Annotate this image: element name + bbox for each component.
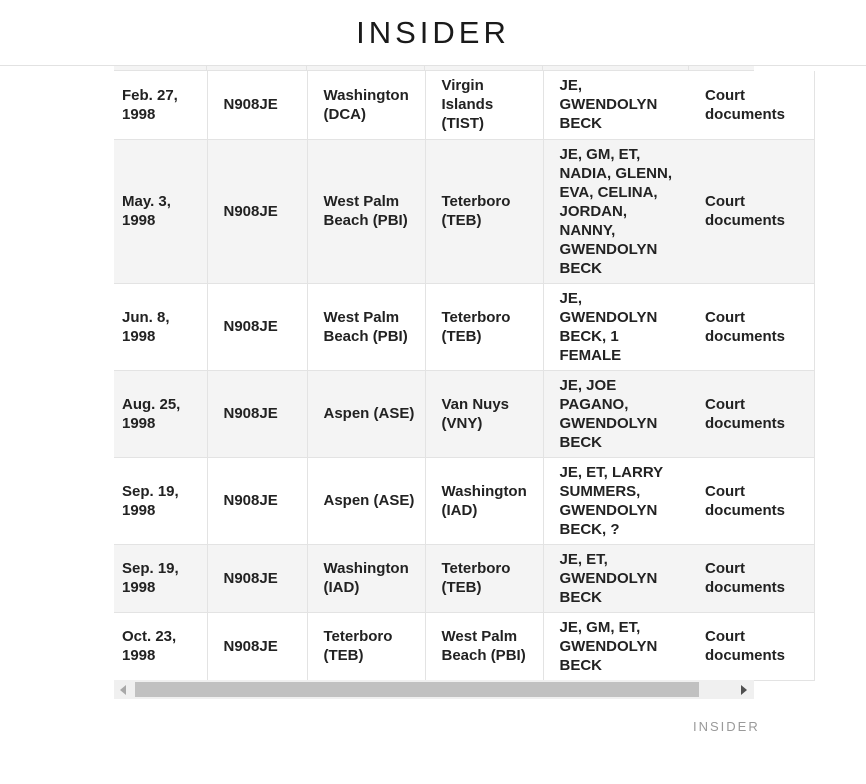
source-cell: Court documents [689, 71, 814, 139]
origin-cell: West Palm Beach (PBI) [307, 283, 425, 370]
origin-cell: West Palm Beach (PBI) [307, 139, 425, 283]
date-cell: Oct. 23, 1998 [114, 612, 207, 680]
flight-log-table-container [114, 66, 786, 680]
passengers-cell: JE, GM, ET, GWENDOLYN BECK [543, 612, 689, 680]
date-cell: May. 3, 1998 [114, 139, 207, 283]
triangle-left-icon[interactable] [120, 685, 126, 695]
destination-cell: Teterboro (TEB) [425, 544, 543, 612]
scrollbar-thumb[interactable] [135, 682, 699, 697]
date-cell: Jun. 8, 1998 [114, 283, 207, 370]
origin-cell: Aspen (ASE) [307, 457, 425, 544]
date-cell: Feb. 27, 1998 [114, 71, 207, 139]
origin-cell: Washington (DCA) [307, 71, 425, 139]
table-row [114, 544, 814, 612]
date-cell: Sep. 19, 1998 [114, 457, 207, 544]
destination-cell: Virgin Islands (TIST) [425, 71, 543, 139]
tail-number-cell: N908JE [207, 370, 307, 457]
horizontal-scrollbar[interactable] [114, 680, 754, 699]
table-row [114, 612, 814, 680]
site-header [0, 0, 866, 66]
passengers-cell: JE, ET, GWENDOLYN BECK [543, 544, 689, 612]
table-row [114, 71, 814, 139]
origin-cell: Teterboro (TEB) [307, 612, 425, 680]
source-cell: Court documents [689, 457, 814, 544]
passengers-cell: JE, GWENDOLYN BECK, 1 FEMALE [543, 283, 689, 370]
table-row [114, 139, 814, 283]
tail-number-cell: N908JE [207, 544, 307, 612]
source-cell: Court documents [689, 370, 814, 457]
tail-number-cell: N908JE [207, 612, 307, 680]
flight-log-table [114, 71, 815, 681]
table-row [114, 283, 814, 370]
destination-cell: West Palm Beach (PBI) [425, 612, 543, 680]
tail-number-cell: N908JE [207, 139, 307, 283]
table-row [114, 457, 814, 544]
passengers-cell: JE, JOE PAGANO, GWENDOLYN BECK [543, 370, 689, 457]
origin-cell: Aspen (ASE) [307, 370, 425, 457]
tail-number-cell: N908JE [207, 71, 307, 139]
table-row [114, 370, 814, 457]
triangle-right-icon[interactable] [741, 685, 747, 695]
date-cell: Aug. 25, 1998 [114, 370, 207, 457]
date-cell: Sep. 19, 1998 [114, 544, 207, 612]
destination-cell: Teterboro (TEB) [425, 283, 543, 370]
destination-cell: Teterboro (TEB) [425, 139, 543, 283]
insider-logo[interactable]: INSIDER [356, 14, 510, 50]
passengers-cell: JE, GWENDOLYN BECK [543, 71, 689, 139]
source-cell: Court documents [689, 139, 814, 283]
tail-number-cell: N908JE [207, 283, 307, 370]
source-cell: Court documents [689, 283, 814, 370]
origin-cell: Washington (IAD) [307, 544, 425, 612]
tail-number-cell: N908JE [207, 457, 307, 544]
destination-cell: Van Nuys (VNY) [425, 370, 543, 457]
passengers-cell: JE, ET, LARRY SUMMERS, GWENDOLYN BECK, ? [543, 457, 689, 544]
source-cell: Court documents [689, 544, 814, 612]
passengers-cell: JE, GM, ET, NADIA, GLENN, EVA, CELINA, JORDAN, NANNY, GWENDOLYN BECK [543, 139, 689, 283]
source-cell: Court documents [689, 612, 814, 680]
footer-insider-logo: INSIDER [693, 719, 760, 734]
destination-cell: Washington (IAD) [425, 457, 543, 544]
